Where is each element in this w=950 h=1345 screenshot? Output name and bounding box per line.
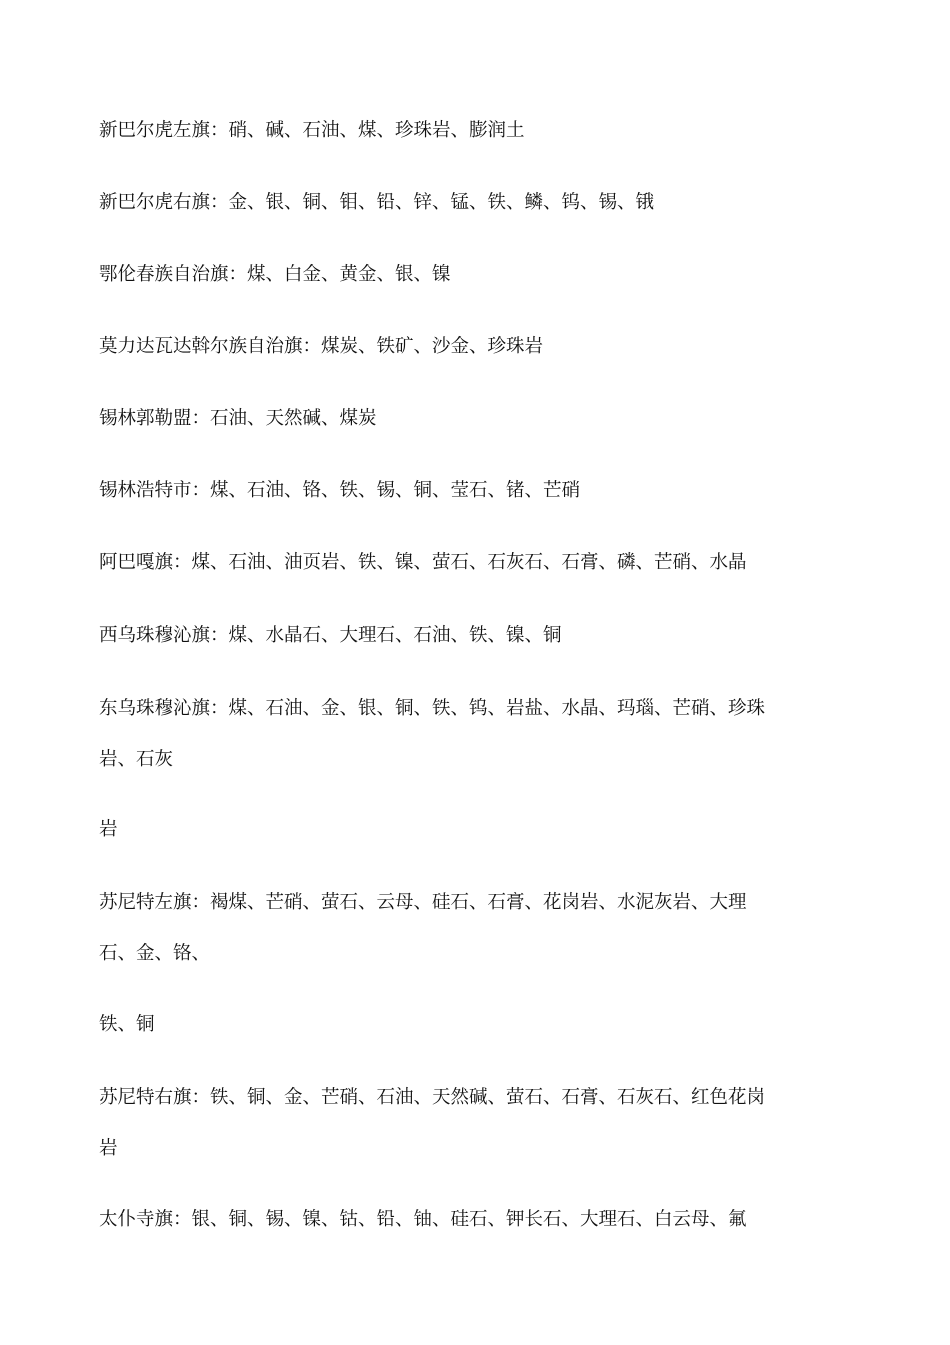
text-line-1: 新巴尔虎左旗：硝、碱、石油、煤、珍珠岩、膨润土 bbox=[99, 120, 525, 141]
text-line-6: 锡林浩特市：煤、石油、铬、铁、锡、铜、莹石、锗、芒硝 bbox=[99, 480, 581, 501]
text-line-17: 太仆寺旗：银、铜、锡、镍、钴、铅、铀、硅石、钾长石、大理石、白云母、氟 bbox=[99, 1209, 747, 1230]
text-line-15: 苏尼特右旗：铁、铜、金、芒硝、石油、天然碱、萤石、石膏、石灰石、红色花岗 bbox=[99, 1087, 766, 1108]
text-line-5: 锡林郭勒盟：石油、天然碱、煤炭 bbox=[99, 408, 377, 429]
text-line-16: 岩 bbox=[99, 1138, 118, 1159]
text-line-11: 岩 bbox=[99, 819, 118, 840]
text-line-14: 铁、铜 bbox=[99, 1014, 155, 1035]
text-line-7: 阿巴嘎旗：煤、石油、油页岩、铁、镍、萤石、石灰石、石膏、磷、芒硝、水晶 bbox=[99, 552, 747, 573]
text-line-8: 西乌珠穆沁旗：煤、水晶石、大理石、石油、铁、镍、铜 bbox=[99, 625, 562, 646]
text-line-10: 岩、石灰 bbox=[99, 749, 174, 770]
text-line-9: 东乌珠穆沁旗：煤、石油、金、银、铜、铁、钨、岩盐、水晶、玛瑙、芒硝、珍珠 bbox=[99, 698, 766, 719]
text-line-4: 莫力达瓦达斡尔族自治旗：煤炭、铁矿、沙金、珍珠岩 bbox=[99, 336, 544, 357]
text-line-13: 石、金、铬、 bbox=[99, 943, 211, 964]
text-line-3: 鄂伦春族自治旗：煤、白金、黄金、银、镍 bbox=[99, 264, 451, 285]
text-line-12: 苏尼特左旗：褐煤、芒硝、萤石、云母、硅石、石膏、花岗岩、水泥灰岩、大理 bbox=[99, 892, 747, 913]
text-line-2: 新巴尔虎右旗：金、银、铜、钼、铅、锌、锰、铁、鳞、钨、锡、锇 bbox=[99, 192, 655, 213]
